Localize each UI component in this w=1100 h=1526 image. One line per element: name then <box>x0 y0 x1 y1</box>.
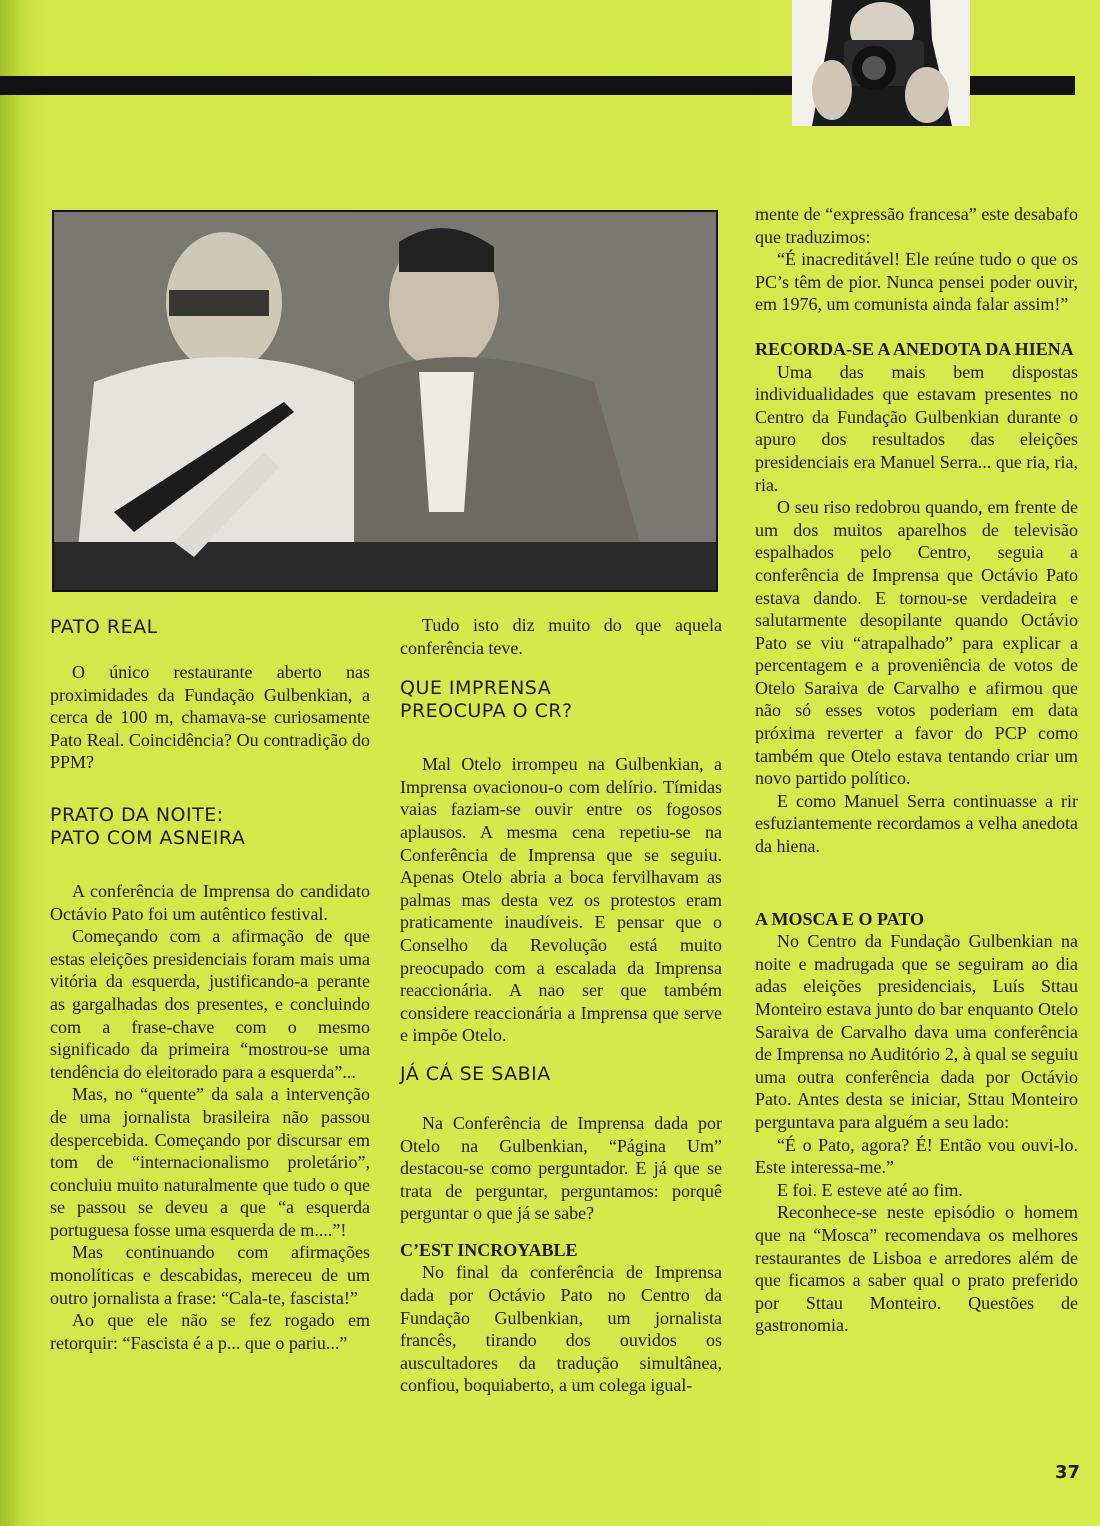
paragraph: E foi. E esteve até ao fim. <box>777 1179 963 1200</box>
paragraph: Reconhece-se neste episódio o homem que na “Mosca” recomendava os melhores restaurantes de Lisboa e arredores além de que ficamos a saber qual o prato preferido por Sttau Monteiro. Questões de gastronomia. <box>755 1202 1078 1336</box>
press-conference-photo <box>52 210 718 592</box>
paragraph: Mas, no “quente” da sala a intervenção de uma jornalista brasileira não passou despercebida. Começando por discursar em tom de “internacionalismo proletário”, concluiu muito naturalmente que tudo o que se passou se deveu a que “a esquerda portuguesa fosse uma esquerda de m....”! <box>50 1084 370 1240</box>
paragraph: No final da conferência de Imprensa dada por Octávio Pato no Centro da Fundação Gulbenkian, um jornalista francês, tirando dos ouvidos os auscultadores da tradução simultânea, confiou, boquiaberto, a um colega igual- <box>400 1262 722 1396</box>
column-2 <box>400 614 722 1397</box>
paragraph: “É inacreditável! Ele reúne tudo o que os PC’s têm de pior. Nunca pensei poder ouvir, em 1976, um comunista ainda falar assim!” <box>755 249 1078 315</box>
heading-a-mosca-e-o-pato: A MOSCA E O PATO <box>755 908 925 929</box>
heading-prato-da-noite <box>50 804 370 850</box>
paragraph: Mal Otelo irrompeu na Gulbenkian, a Imprensa ovacionou-o com delírio. Tímidas vaias faziam-se ouvir entre os fogosos aplausos. A mesma cena repetiu-se na Conferência de Imprensa que se seguiu. Apenas Otelo abria a boca fervilhavam as palmas mas desta vez os protestos eram praticamente inaudíveis. E pensar que o Conselho da Revolução está muito preocupado com a escalada da Imprensa reaccionária. A nao ser que também considere reaccionária a Imprensa que serve e impõe Otelo. <box>400 754 722 1046</box>
paragraph: Mas continuando com afirmações monolíticas e descabidas, mereceu de um outro jornalista a frase: “Cala-te, fascista!” <box>50 1242 370 1308</box>
page-number: 37 <box>1055 1462 1081 1483</box>
paragraph: O seu riso redobrou quando, em frente de um dos muitos aparelhos de televisão espalhados pelo Centro, seguia a conferência de Imprensa que Octávio Pato estava dando. E tornou-se verdadeira e salutarmente desopilante quando Octávio Pato se viu “atrapalhado” para explicar a percentagem e a proveniência de votos de Otelo Saraiva de Carvalho e afirmou que não só esses votos poderiam em data próxima reverter a favor do PCP como também que Otelo estava tentando criar um novo partido político. <box>755 497 1078 789</box>
heading-pato-real: PATO REAL <box>50 616 158 638</box>
heading-cest-incroyable: C’EST INCROYABLE <box>400 1239 578 1260</box>
paragraph: Na Conferência de Imprensa dada por Otelo na Gulbenkian, “Página Um” destacou-se como perguntador. E já que se trata de perguntar, perguntamos: porquê perguntar o que já se sabe? <box>400 1112 722 1224</box>
paragraph: Uma das mais bem dispostas individualidades que estavam presentes no Centro da Fundação Gulbenkian durante o apuro dos resultados das eleições presidenciais era Manuel Serra... que ria, ria, ria. <box>755 361 1078 495</box>
paragraph: E como Manuel Serra continuasse a rir esfuziantemente recordamos a velha anedota da hiena. <box>755 790 1078 857</box>
heading-ja-ca-se-sabia: JÁ CÁ SE SABIA <box>400 1062 551 1085</box>
photographer-photo <box>792 0 970 126</box>
paragraph: A conferência de Imprensa do candidato Octávio Pato foi um autêntico festival. <box>50 880 370 924</box>
paragraph: Começando com a afirmação de que estas eleições presidenciais foram mais uma vitória da esquerda, justificando-a perante as gargalhadas dos presentes, e concluindo com a frase-chave com o mesmo significado da primeira “mostrou-se uma tendência do eleitorado para a esquerda”... <box>50 926 370 1082</box>
paragraph: O único restaurante aberto nas proximidades da Fundação Gulbenkian, a cerca de 100 m, chamava-se curiosamente Pato Real. Coincidência? Ou contradição do PPM? <box>50 662 370 773</box>
column-1 <box>50 616 370 1354</box>
heading-line: QUE IMPRENSA <box>400 677 552 700</box>
heading-que-imprensa <box>400 677 722 723</box>
paragraph: Ao que ele não se fez rogado em retorquir: “Fascista é a p... que o pariu...” <box>50 1310 370 1353</box>
column-3 <box>755 203 1078 1337</box>
heading-line: PRATO DA NOITE: <box>50 803 224 826</box>
paragraph: No Centro da Fundação Gulbenkian na noite e madrugada que se seguiram ao dia adas eleições presidenciais, Luís Sttau Monteiro estava junto do bar enquanto Otelo Saraiva de Carvalho dava uma conferência de Imprensa no Auditório 2, à qual se seguiu uma outra conferência dada por Octávio Pato. Antes desta se iniciar, Sttau Monteiro perguntava para alguém a seu lado: <box>755 931 1078 1132</box>
paragraph: Tudo isto diz muito do que aquela conferência teve. <box>400 615 722 658</box>
paragraph: “É o Pato, agora? É! Então vou ouvi-lo. Este interessa-me.” <box>755 1134 1078 1178</box>
heading-line: PATO COM ASNEIRA <box>50 826 246 849</box>
paragraph: mente de “expressão francesa” este desabafo que traduzimos: <box>755 204 1078 247</box>
heading-line: PREOCUPA O CR? <box>400 700 573 723</box>
heading-anedota-da-hiena: RECORDA-SE A ANEDOTA DA HIENA <box>755 338 1074 359</box>
